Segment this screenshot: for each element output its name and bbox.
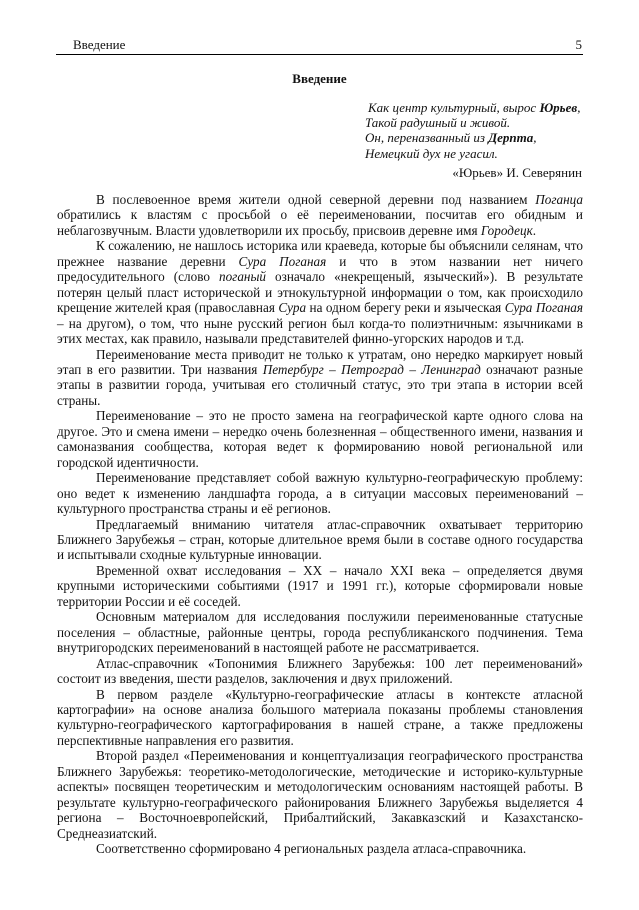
- paragraph-text: Второй раздел «Переименования и концептуализация географического пространства Ближнего Зарубежья: теоретико-методологические, методические и историко-культурные аспекты» посвящен теоретическим и методологическим основаниям настоящей работы. В результате культурно-географического районирования Ближнего Зарубежья выделяется 4 региона – Восточноевропейский, Прибалтийский, Закавказский и Казахстанско-Среднеазиатский.: [57, 748, 583, 841]
- italic-place-name: Сура Поганая: [504, 300, 583, 316]
- paragraph-text: Переименование – это не просто замена на географической карте одного слова на другое. Это и смена имени – нередко очень болезненная – общественного имени, названия и самоназвания сообщества, которая ведет к формированию новой региональной или городской идентичности.: [57, 408, 583, 470]
- paragraph-text: Предлагаемый вниманию читателя атлас-справочник охватывает территорию Ближнего Зарубежья – стран, которые длительное время были в составе одного государства и испытывали сходные культурные инновации.: [57, 516, 583, 563]
- paragraph: [57, 609, 583, 655]
- page-number: 5: [575, 37, 582, 52]
- italic-place-name: Петербург – Петроград – Ленинград: [262, 361, 481, 377]
- paragraph: [57, 408, 583, 470]
- epigraph-text: Он, переназванный из: [365, 130, 489, 146]
- paragraph-text: Соответственно сформировано 4 региональных раздела атласа-справочника.: [96, 841, 527, 857]
- paragraph-text: В послевоенное время жители одной северной деревни под названием: [96, 192, 536, 207]
- epigraph: [365, 100, 585, 161]
- paragraph: [57, 192, 583, 238]
- paragraph-text: Основным материалом для исследования послужили переименованные статусные поселения – областные, районные центры, города республиканского подчинения. Тема внутригородских переименований в настоящей работе не рассматривается.: [57, 609, 583, 656]
- epigraph-bold-name: Юрьев: [539, 100, 578, 115]
- epigraph-line: [365, 115, 585, 130]
- paragraph-text: обратились к властям с просьбой о её переименовании, посчитав его обидным и неблагозвучным. Власти удовлетворили их просьбу, присвоив деревне имя: [57, 207, 583, 238]
- paragraph: [57, 517, 583, 563]
- running-header: [56, 36, 583, 55]
- paragraph: [57, 347, 583, 409]
- paragraph-text: и что в этом названии нет ничего предосудительного (слово: [57, 253, 583, 285]
- paragraph-text: Временной охват исследования – XX – начало XXI века – определяется двумя крупными историческими событиями (1917 и 1991 гг.), которые сформировали новые территории России и её соседей.: [57, 562, 583, 609]
- epigraph-bold-name: Дерпта: [488, 130, 534, 146]
- epigraph-attribution: «Юрьев» И. Северянин: [452, 165, 582, 180]
- italic-place-name: Городецк: [480, 222, 533, 238]
- running-header-title: Введение: [73, 37, 126, 52]
- epigraph-line: [365, 130, 585, 145]
- italic-place-name: Сура Поганая: [238, 253, 327, 269]
- epigraph-text: Немецкий дух не угасил.: [365, 145, 498, 161]
- epigraph-text: ,: [533, 130, 537, 146]
- paragraph-text: на одном берегу реки и языческая: [306, 300, 505, 316]
- paragraph-text: К сожалению, не нашлось историка или краеведа, которые бы объяснили селянам, что прежнее название деревни: [57, 238, 583, 269]
- paragraph-text: означало «некрещеный, языческий»). В результате потерян целый пласт исторической и этнокультурной информации о том, как происходило крещение жителей края (православная: [57, 269, 583, 316]
- paragraph-text: .: [532, 222, 537, 238]
- epigraph-text: Как центр культурный, вырос: [368, 100, 540, 115]
- italic-place-name: Сура: [278, 300, 307, 316]
- paragraph: [57, 748, 583, 841]
- epigraph-text: Такой радушный и живой.: [365, 115, 511, 131]
- paragraph: [57, 470, 583, 516]
- paragraph: [57, 841, 583, 856]
- paragraph-text: Переименование места приводит не только к утратам, оно нередко маркирует новый этап в его развитии. Три названия: [57, 346, 583, 377]
- paragraph-text: – на другом), о том, что ныне русский регион был когда-то полиэтничным: язычниками в этих местах, как правило, называли представителей финно-угорских народов и т.д.: [57, 315, 583, 347]
- paragraph-text: В первом разделе «Культурно-географические атласы в контексте атласной картографии» на основе анализа большого материала показаны проблемы становления культурно-географического картографирования в нашей стране, а также предложены перспективные направления его развития.: [57, 686, 583, 748]
- paragraph-text: Переименование представляет собой важную культурно-географическую проблему: оно ведет к изменению ландшафта города, а в ситуации массовых переименований – культурного пространства страны и её регионов.: [57, 470, 583, 517]
- paragraph: [57, 656, 583, 687]
- epigraph-line: [365, 146, 585, 161]
- paragraph-text: означают разные этапы в развитии города, учитывая его столичный статус, это три этапа в истории всей страны.: [57, 361, 583, 408]
- paragraph-text: Атлас-справочник «Топонимия Ближнего Зарубежья: 100 лет переименований» состоит из введения, шести разделов, заключения и двух приложений.: [57, 655, 583, 687]
- paragraph: [57, 687, 583, 749]
- paragraph: [57, 238, 583, 346]
- paragraph: [57, 563, 583, 609]
- section-heading: Введение: [292, 71, 347, 86]
- italic-place-name: поганый: [218, 269, 266, 285]
- epigraph-line: [365, 100, 585, 115]
- italic-place-name: Поганца: [535, 192, 583, 207]
- epigraph-text: ,: [577, 100, 581, 115]
- body-text: [57, 192, 583, 856]
